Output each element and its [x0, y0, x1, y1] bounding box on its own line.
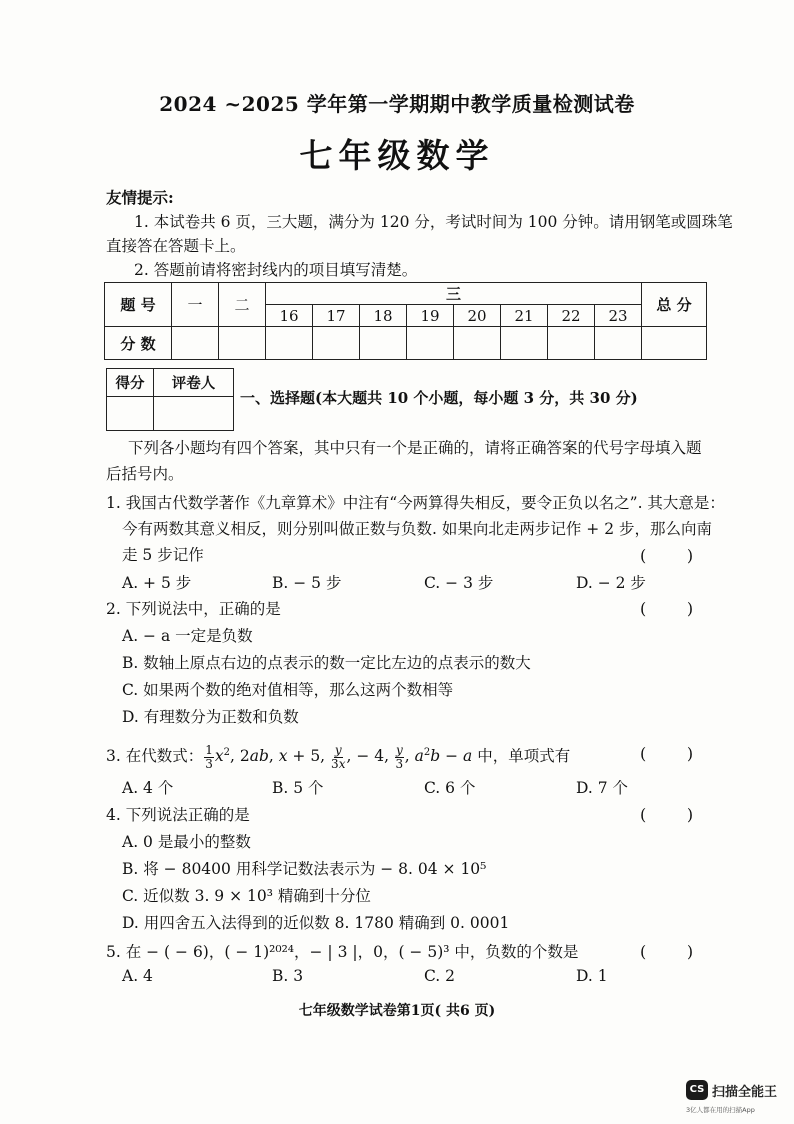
score-cell[interactable] [501, 327, 548, 360]
tips-heading: 友情提示: [106, 188, 174, 207]
question-4-option-c: C. 近似数 3. 9 × 10³ 精确到十分位 [122, 887, 371, 905]
tips-line-1-cont: 直接答在答题卡上。 [106, 237, 246, 255]
question-3-suffix: 中，单项式有 [477, 747, 571, 766]
scanner-tagline: 3亿人都在用的扫描App [686, 1106, 755, 1114]
question-3-prefix: 3. 在代数式： [106, 747, 204, 766]
expression-list: $\frac{1}{3}$ $x^2$, 2ab, x + 5, $\frac{y}{3x}$ , − 4, $\frac{y}{3}$ , $a^2b - a$ [205, 742, 473, 771]
question-2-option-a: A. − a 一定是负数 [122, 627, 253, 645]
score-cell[interactable] [219, 327, 266, 360]
question-3-option-b: B. 5 个 [272, 779, 324, 797]
question-4-stem: 4. 下列说法正确的是 [106, 806, 250, 824]
grader-box [106, 368, 234, 431]
score-cell[interactable] [407, 327, 454, 360]
subject-title: 七年级数学 [299, 136, 495, 175]
question-5-option-a: A. 4 [122, 967, 153, 985]
score-cell[interactable] [548, 327, 595, 360]
question-2-stem: 2. 下列说法中，正确的是 [106, 600, 281, 618]
answer-bracket[interactable]: ( ) [640, 942, 694, 961]
question-4-option-b: B. 将 − 80400 用科学记数法表示为 − 8. 04 × 10⁵ [122, 860, 487, 878]
question-3-option-d: D. 7 个 [576, 779, 629, 797]
sub-question-21: 21 [501, 305, 548, 327]
question-5-option-b: B. 3 [272, 967, 304, 985]
tips-line-2: 2. 答题前请将密封线内的项目填写清楚。 [134, 261, 418, 279]
section-one-header: 一 [172, 283, 219, 327]
answer-bracket[interactable]: ( ) [640, 805, 694, 824]
sub-question-20: 20 [454, 305, 501, 327]
question-1-line-1: 1. 我国古代数学著作《九章算术》中注有“今两算得失相反，要令正负以名之”. 其大意是： [106, 494, 725, 512]
sub-question-16: 16 [266, 305, 313, 327]
question-1-line-3: 走 5 步记作 [122, 546, 204, 564]
score-cell[interactable] [595, 327, 642, 360]
question-3-option-c: C. 6 个 [424, 779, 476, 797]
question-1-line-2: 今有两数其意义相反，则分别叫做正数与负数. 如果向北走两步记作 + 2 步，那么向南 [122, 520, 712, 538]
sub-question-18: 18 [360, 305, 407, 327]
section-one-intro: 下列各小题均有四个答案，其中只有一个是正确的，请将正确答案的代号字母填入题 [128, 439, 702, 457]
section-one-intro-cont: 后括号内。 [106, 465, 184, 483]
score-cell[interactable] [313, 327, 360, 360]
sub-question-22: 22 [548, 305, 595, 327]
question-number-header: 题 号 [105, 283, 172, 327]
score-cell[interactable] [642, 327, 707, 360]
question-1-option-a: A. + 5 步 [122, 574, 192, 592]
grader-name-label: 评卷人 [154, 369, 234, 397]
question-1-option-c: C. − 3 步 [424, 574, 494, 592]
scanner-logo-icon: CS [686, 1080, 708, 1100]
section-three-header: 三 [266, 283, 642, 305]
question-2-option-c: C. 如果两个数的绝对值相等，那么这两个数相等 [122, 681, 454, 699]
score-row-label: 分 数 [105, 327, 172, 360]
answer-bracket[interactable]: ( ) [640, 599, 694, 618]
grader-name-cell[interactable] [154, 397, 234, 431]
question-2-option-d: D. 有理数分为正数和负数 [122, 708, 299, 726]
score-cell[interactable] [454, 327, 501, 360]
score-cell[interactable] [360, 327, 407, 360]
sub-question-23: 23 [595, 305, 642, 327]
grader-score-label: 得分 [107, 369, 154, 397]
question-2-option-b: B. 数轴上原点右边的点表示的数一定比左边的点表示的数大 [122, 654, 531, 672]
question-1-option-b: B. − 5 步 [272, 574, 342, 592]
question-1-option-d: D. − 2 步 [576, 574, 646, 592]
exam-title: 2024 ~2025 学年第一学期期中教学质量检测试卷 [159, 92, 635, 116]
question-5-option-d: D. 1 [576, 967, 608, 985]
question-3-option-a: A. 4 个 [122, 779, 174, 797]
grader-score-cell[interactable] [107, 397, 154, 431]
score-table [104, 282, 707, 360]
score-cell[interactable] [172, 327, 219, 360]
question-4-option-d: D. 用四舍五入法得到的近似数 8. 1780 精确到 0. 0001 [122, 914, 510, 932]
tips-line-1: 1. 本试卷共 6 页，三大题，满分为 120 分，考试时间为 100 分钟。请用钢笔或圆珠笔 [134, 213, 733, 231]
scanner-app-name: 扫描全能王 [712, 1085, 778, 1100]
answer-bracket[interactable]: ( ) [640, 546, 694, 565]
sub-question-19: 19 [407, 305, 454, 327]
section-one-title: 一、选择题(本大题共 10 个小题，每小题 3 分，共 30 分) [240, 389, 638, 407]
question-4-option-a: A. 0 是最小的整数 [122, 833, 251, 851]
question-5-option-c: C. 2 [424, 967, 456, 985]
total-score-header: 总 分 [642, 283, 707, 327]
page-footer: 七年级数学试卷第1页( 共6 页) [298, 1003, 496, 1019]
scanner-watermark [686, 1080, 792, 1120]
question-5-stem: 5. 在 − ( − 6)，( − 1)²⁰²⁴，− | 3 |，0，( − 5)³ 中，负数的个数是 [106, 943, 579, 961]
question-3-stem [106, 736, 570, 773]
answer-bracket[interactable]: ( ) [640, 744, 694, 763]
section-two-header: 二 [219, 283, 266, 327]
score-cell[interactable] [266, 327, 313, 360]
sub-question-17: 17 [313, 305, 360, 327]
